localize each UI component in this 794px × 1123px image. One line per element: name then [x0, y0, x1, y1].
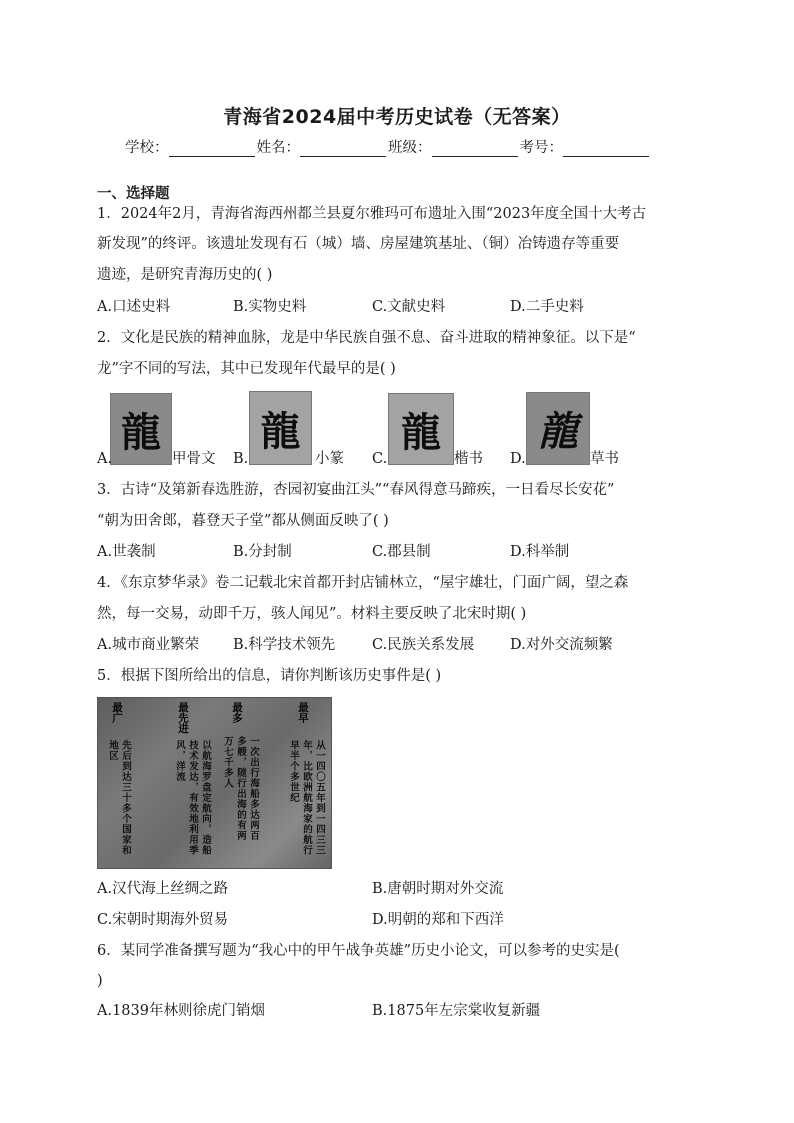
number-blank[interactable] [563, 142, 649, 157]
q5-option-c[interactable]: C.宋朝时期海外贸易 [97, 912, 229, 928]
q2-option-d-letter[interactable]: D. [510, 451, 526, 467]
section-heading: 一、选择题 [97, 186, 170, 202]
q3-option-b[interactable]: B.分封制 [233, 544, 292, 560]
zheng-he-info-photo [97, 697, 332, 869]
q2-line-1: 2．文化是民族的精神血脉，龙是中华民族自强不息、奋斗进取的精神象征。以下是“ [97, 330, 636, 346]
photo-text-col: 早半个多世纪 [288, 740, 299, 803]
q2-option-a-letter[interactable]: A. [97, 451, 113, 467]
page-title: 青海省2024届中考历史试卷（无答案） [223, 106, 571, 128]
q3-option-a[interactable]: A.世袭制 [97, 544, 156, 560]
q1-option-c[interactable]: C.文献史料 [372, 299, 446, 315]
q3-line-1: 3．古诗“及第新春选胜游，杏园初宴曲江头”“春风得意马蹄疾，一日看尽长安花” [97, 482, 615, 498]
photo-head-earliest: 最早 [297, 702, 309, 723]
student-info-line [125, 136, 651, 157]
photo-text-col: 以航海罗盘定航向，造船 [200, 740, 211, 856]
q4-option-a[interactable]: A.城市商业繁荣 [97, 637, 200, 653]
q3-option-d[interactable]: D.科举制 [510, 544, 570, 560]
q1-line-2: 新发现”的终评。该遗址发现有石（城）墙、房屋建筑基址、（铜）冶铸遗存等重要 [97, 236, 620, 252]
photo-text-col: 万七千多人 [222, 736, 233, 789]
photo-text-col: 风，洋流 [174, 740, 185, 782]
q2-option-c-letter[interactable]: C. [372, 451, 388, 467]
number-label: 考号： [519, 140, 563, 156]
q4-option-b[interactable]: B.科学技术领先 [233, 637, 336, 653]
q2-option-b-letter[interactable]: B. [233, 451, 249, 467]
photo-head-widest: 最广 [111, 702, 123, 723]
q6-line-1: 6．某同学准备撰写题为“我心中的甲午战争英雄”历史小论文，可以参考的史实是( [97, 943, 620, 959]
name-label: 姓名： [256, 140, 300, 156]
q1-option-b[interactable]: B.实物史料 [233, 299, 307, 315]
q5-option-b[interactable]: B.唐朝时期对外交流 [372, 881, 504, 897]
q4-option-d[interactable]: D.对外交流频繁 [510, 637, 613, 653]
photo-text-col: 技术发达，有效地利用季 [187, 740, 198, 856]
photo-text-col: 地区 [107, 740, 118, 761]
q6-option-a[interactable]: A.1839年林则徐虎门销烟 [97, 1003, 265, 1019]
q6-line-2: ) [97, 973, 103, 989]
q3-option-c[interactable]: C.郡县制 [372, 544, 431, 560]
q2-option-d-label[interactable]: 草书 [590, 451, 619, 467]
photo-head-most: 最多 [231, 702, 243, 723]
small-seal-dragon-image: 龍 [249, 391, 312, 465]
q2-option-c-label[interactable]: 楷书 [454, 451, 483, 467]
photo-text-col: 多艘，随行出海的有两 [235, 736, 246, 841]
photo-text-col: 一次出行海船多达两百 [248, 736, 259, 841]
name-blank[interactable] [300, 142, 386, 157]
q1-option-d[interactable]: D.二手史料 [510, 299, 584, 315]
class-blank[interactable] [432, 142, 518, 157]
oracle-bone-dragon-image: 龍 [110, 393, 172, 465]
photo-text-col: 年，比欧洲航海家的航行 [301, 740, 312, 856]
photo-head-advanced: 最先进 [177, 702, 189, 734]
q4-line-2: 然，每一交易，动即千万，骇人闻见”。材料主要反映了北宋时期( ) [97, 606, 527, 622]
q5-line-1: 5．根据下图所给出的信息，请你判断该历史事件是( ) [97, 668, 442, 684]
q5-option-d[interactable]: D.明朝的郑和下西洋 [372, 912, 504, 928]
q1-line-3: 遗迹，是研究青海历史的( ) [97, 267, 273, 283]
regular-script-dragon-image: 龍 [388, 393, 454, 465]
q4-line-1: 4．《东京梦华录》卷二记载北宋首都开封店铺林立，“屋宇雄壮，门面广阔，望之森 [97, 575, 629, 591]
photo-text-col: 从一四〇五年到一四三三 [314, 740, 325, 856]
class-label: 班级： [388, 140, 432, 156]
q3-line-2: “朝为田舍郎，暮登天子堂”都从侧面反映了( ) [97, 513, 389, 529]
q5-option-a[interactable]: A.汉代海上丝绸之路 [97, 881, 229, 897]
q2-line-2: 龙”字不同的写法，其中已发现年代最早的是( ) [97, 361, 396, 377]
q2-option-b-label[interactable]: 小篆 [315, 451, 344, 467]
q4-option-c[interactable]: C.民族关系发展 [372, 637, 475, 653]
school-label: 学校： [125, 140, 169, 156]
q1-line-1: 1．2024年2月，青海省海西州都兰县夏尔雅玛可布遗址入围“2023年度全国十大考古 [97, 206, 647, 222]
q2-option-a-label[interactable]: 甲骨文 [172, 451, 216, 467]
photo-text-col: 先后到达三十多个国家和 [120, 740, 131, 856]
school-blank[interactable] [169, 142, 255, 157]
q1-option-a[interactable]: A.口述史料 [97, 299, 171, 315]
cursive-dragon-image: 龍 [526, 392, 590, 465]
q6-option-b[interactable]: B.1875年左宗棠收复新疆 [372, 1003, 541, 1019]
